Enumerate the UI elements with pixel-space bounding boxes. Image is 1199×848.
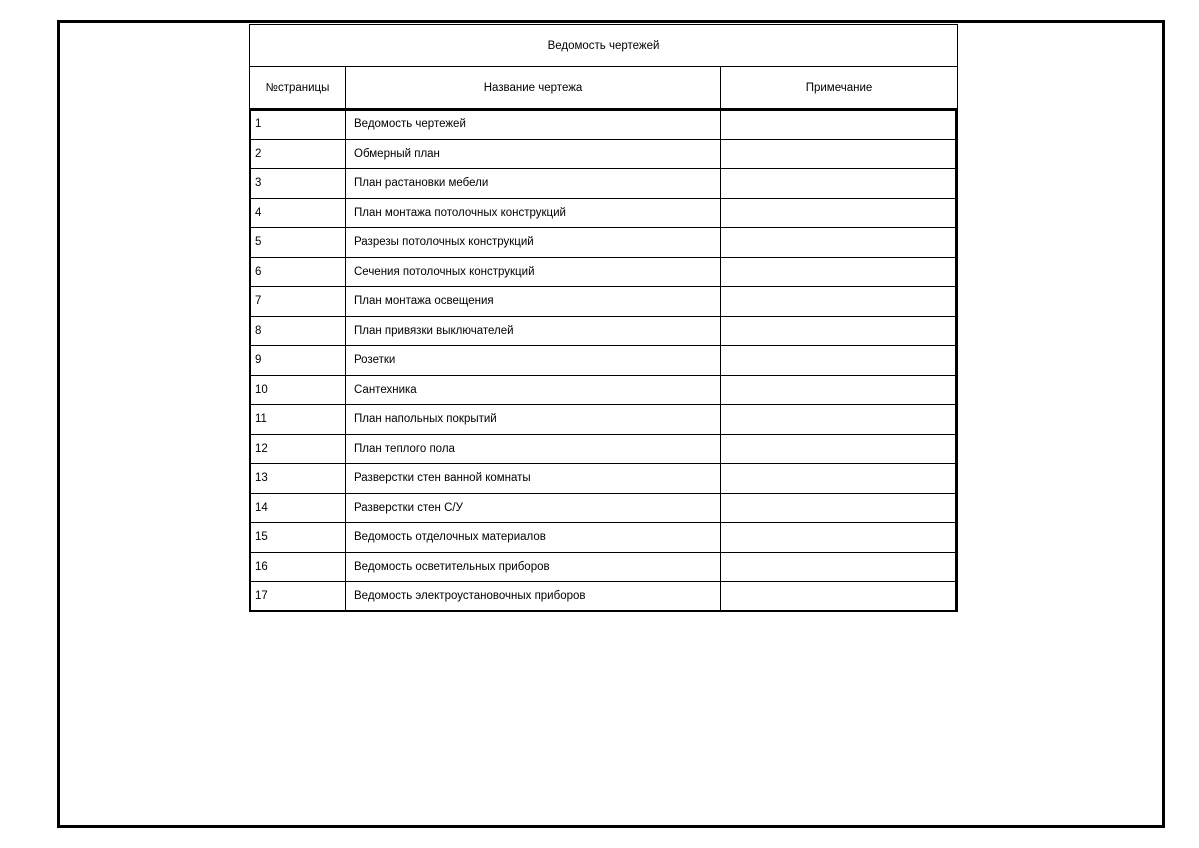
cell-drawing-name: План напольных покрытий	[346, 405, 721, 435]
cell-note	[721, 493, 958, 523]
table-row	[250, 228, 958, 258]
cell-page-number: 13	[250, 464, 346, 494]
cell-page-number: 3	[250, 169, 346, 199]
drawing-list-body-wrapper	[249, 109, 957, 612]
cell-note	[721, 287, 958, 317]
cell-page-number: 5	[250, 228, 346, 258]
cell-drawing-name: Обмерный план	[346, 139, 721, 169]
cell-note	[721, 169, 958, 199]
cell-drawing-name: Ведомость осветительных приборов	[346, 552, 721, 582]
document-title: Ведомость чертежей	[250, 25, 958, 67]
table-row	[250, 582, 958, 612]
table-row	[250, 375, 958, 405]
cell-note	[721, 552, 958, 582]
table-row	[250, 405, 958, 435]
cell-note	[721, 198, 958, 228]
table-header-row	[250, 67, 958, 109]
cell-drawing-name: Ведомость отделочных материалов	[346, 523, 721, 553]
cell-note	[721, 110, 958, 140]
cell-note	[721, 257, 958, 287]
table-row	[250, 552, 958, 582]
column-header-note: Примечание	[721, 67, 958, 109]
table-row	[250, 464, 958, 494]
drawing-list-body	[250, 110, 958, 612]
table-title-row	[250, 25, 958, 67]
cell-drawing-name: План монтажа освещения	[346, 287, 721, 317]
cell-page-number: 1	[250, 110, 346, 140]
cell-page-number: 8	[250, 316, 346, 346]
cell-drawing-name: План монтажа потолочных конструкций	[346, 198, 721, 228]
cell-note	[721, 434, 958, 464]
column-header-drawing-name: Название чертежа	[346, 67, 721, 109]
cell-page-number: 10	[250, 375, 346, 405]
cell-drawing-name: Разрезы потолочных конструкций	[346, 228, 721, 258]
cell-note	[721, 316, 958, 346]
table-row	[250, 257, 958, 287]
cell-note	[721, 139, 958, 169]
cell-page-number: 17	[250, 582, 346, 612]
cell-note	[721, 582, 958, 612]
drawing-sheet-frame	[57, 20, 1165, 828]
table-row	[250, 523, 958, 553]
cell-drawing-name: Ведомость электроустановочных приборов	[346, 582, 721, 612]
table-row	[250, 110, 958, 140]
cell-drawing-name: Сантехника	[346, 375, 721, 405]
cell-drawing-name: Розетки	[346, 346, 721, 376]
cell-drawing-name: Разверстки стен С/У	[346, 493, 721, 523]
cell-note	[721, 228, 958, 258]
cell-page-number: 14	[250, 493, 346, 523]
table-row	[250, 169, 958, 199]
drawing-list-header-table	[249, 24, 958, 109]
cell-note	[721, 405, 958, 435]
cell-page-number: 2	[250, 139, 346, 169]
cell-note	[721, 523, 958, 553]
cell-page-number: 16	[250, 552, 346, 582]
table-row	[250, 198, 958, 228]
table-row	[250, 493, 958, 523]
cell-drawing-name: План теплого пола	[346, 434, 721, 464]
cell-page-number: 9	[250, 346, 346, 376]
column-header-page-number: №страницы	[250, 67, 346, 109]
cell-drawing-name: Разверстки стен ванной комнаты	[346, 464, 721, 494]
cell-drawing-name: Ведомость чертежей	[346, 110, 721, 140]
drawing-list-body-table	[249, 109, 958, 612]
cell-drawing-name: План привязки выключателей	[346, 316, 721, 346]
table-row	[250, 316, 958, 346]
cell-page-number: 6	[250, 257, 346, 287]
table-row	[250, 287, 958, 317]
cell-page-number: 7	[250, 287, 346, 317]
cell-note	[721, 375, 958, 405]
drawing-list-table-wrapper	[249, 24, 957, 612]
table-row	[250, 139, 958, 169]
cell-drawing-name: Сечения потолочных конструкций	[346, 257, 721, 287]
table-row	[250, 434, 958, 464]
cell-note	[721, 464, 958, 494]
table-row	[250, 346, 958, 376]
cell-drawing-name: План растановки мебели	[346, 169, 721, 199]
cell-page-number: 11	[250, 405, 346, 435]
cell-page-number: 12	[250, 434, 346, 464]
cell-page-number: 4	[250, 198, 346, 228]
cell-page-number: 15	[250, 523, 346, 553]
cell-note	[721, 346, 958, 376]
